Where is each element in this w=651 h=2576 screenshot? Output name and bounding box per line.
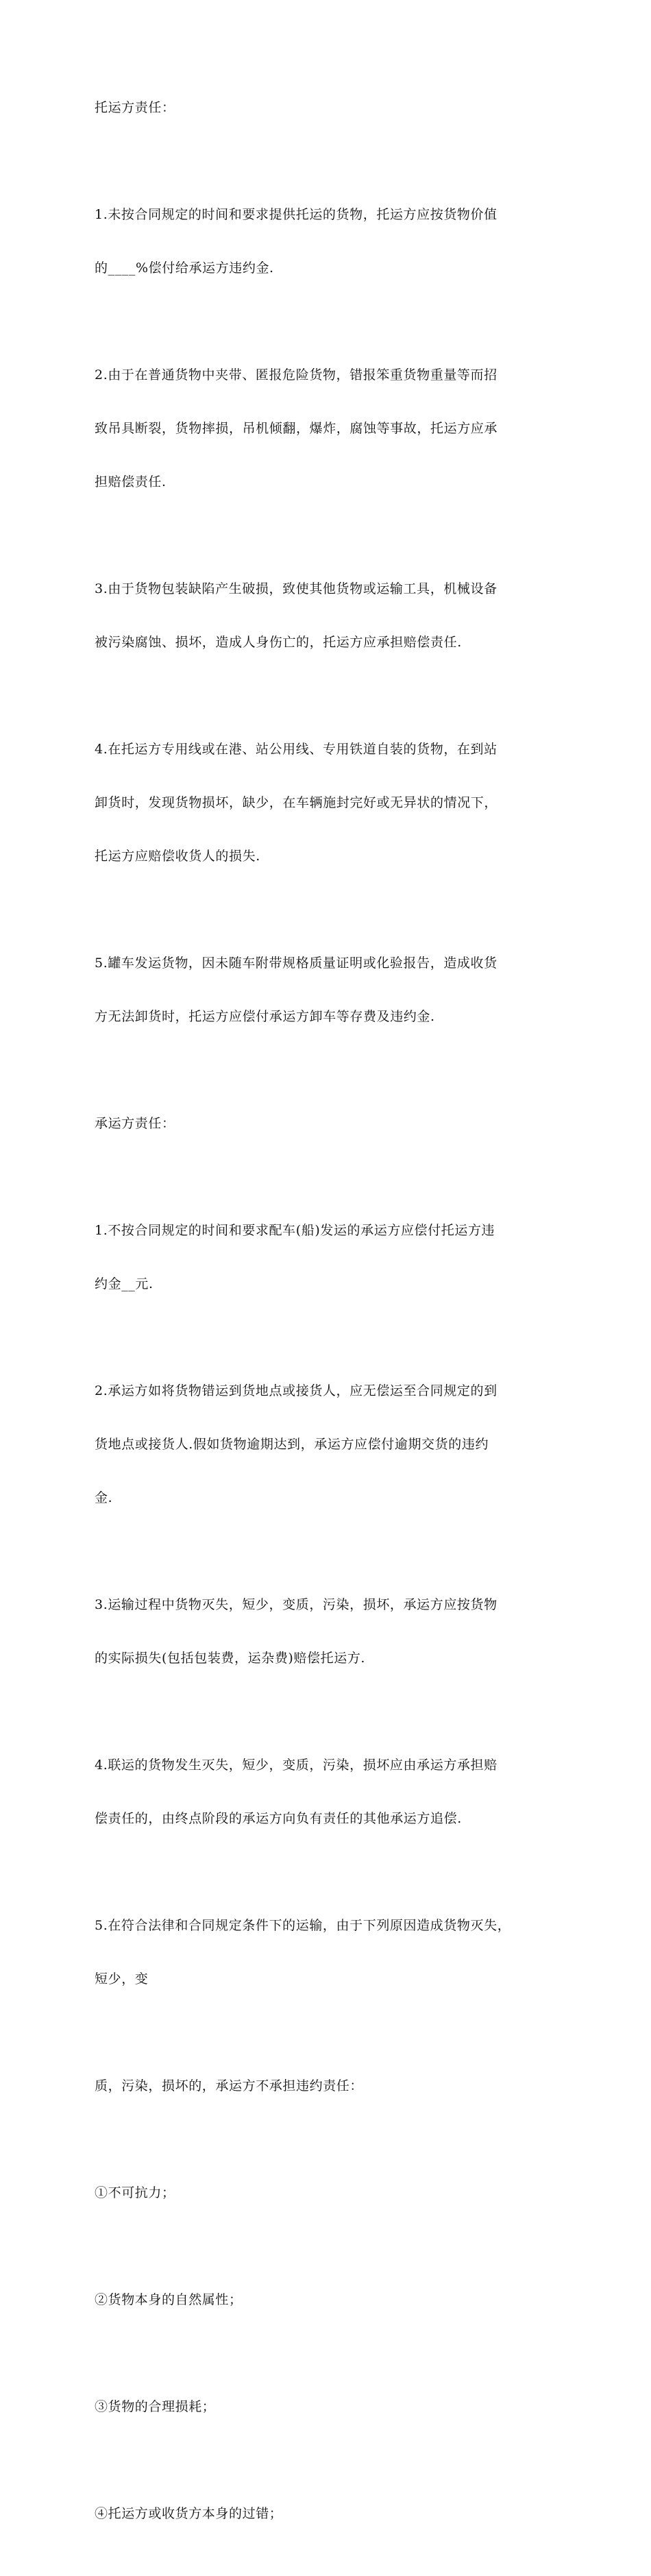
paragraph-carrier-4 [95,1721,567,1863]
text-line: 卸货时，发现货物损坏，缺少，在车辆施封完好或无异状的情况下， [95,795,498,810]
text-line: 金. [95,1490,113,1505]
text-line: 5.在符合法律和合同规定条件下的运输，由于下列原因造成货物灭失， [95,1918,511,1933]
text-line: ③货物的合理损耗； [95,2399,216,2414]
text-line: 担赔偿责任. [95,474,167,489]
text-line: 1.未按合同规定的时间和要求提供托运的货物，托运方应按货物价值 [95,207,498,222]
list-item-own-fault [95,2469,567,2558]
text-line: 托运方责任： [95,100,175,115]
text-line: 3.由于货物包装缺陷产生破损，致使其他货物或运输工具，机械设备 [95,581,498,596]
paragraph-shipper-5 [95,919,567,1061]
text-line: 被污染腐蚀、损坏，造成人身伤亡的，托运方应承担赔偿责任. [95,635,462,650]
paragraph-carrier-2 [95,1346,567,1542]
text-line: 的实际损失(包括包装费，运杂费)赔偿托运方. [95,1651,366,1666]
text-line: 4.联运的货物发生灭失，短少，变质，污染，损坏应由承运方承担赔 [95,1758,498,1773]
text-line: ②货物本身的自然属性； [95,2292,243,2307]
section-heading-carrier [95,1079,567,1168]
section-heading-shipper [95,63,567,152]
text-line: 5.罐车发运货物，因未随车附带规格质量证明或化验报告，造成收货 [95,956,498,971]
text-line: 3.运输过程中货物灭失，短少，变质，污染，损坏，承运方应按货物 [95,1597,498,1612]
text-line: 4.在托运方专用线或在港、站公用线、专用铁道自装的货物，在到站 [95,742,498,757]
text-line: 承运方责任： [95,1116,175,1131]
text-line: 2.由于在普通货物中夹带、匿报危险货物，错报笨重货物重量等而招 [95,367,498,382]
text-line: 的____%偿付给承运方违约金. [95,260,274,276]
paragraph-shipper-2 [95,330,567,526]
text-line: 托运方应赔偿收货人的损失. [95,849,260,864]
document-body [95,63,567,2576]
text-line: 货地点或接货人.假如货物逾期达到，承运方应偿付逾期交货的违约 [95,1437,489,1452]
text-line: 致吊具断裂，货物摔损，吊机倾翻，爆炸，腐蚀等事故，托运方应承 [95,421,498,436]
text-line: 方无法卸货时，托运方应偿付承运方卸车等存费及违约金. [95,1009,435,1024]
text-line: 2.承运方如将货物错运到货地点或接货人，应无偿运至合同规定的到 [95,1383,498,1398]
text-line: ①不可抗力； [95,2185,175,2200]
paragraph-carrier-5 [95,1881,567,2024]
text-line: 短少，变 [95,1971,149,1986]
paragraph-shipper-3 [95,544,567,687]
paragraph-carrier-1 [95,1186,567,1328]
list-item-natural-property [95,2255,567,2344]
paragraph-carrier-3 [95,1560,567,1703]
text-line: 1.不按合同规定的时间和要求配车(船)发运的承运方应偿付托运方违 [95,1223,495,1238]
text-line: 偿责任的，由终点阶段的承运方向负有责任的其他承运方追偿. [95,1811,462,1826]
text-line: 约金__元. [95,1276,153,1291]
paragraph-shipper-4 [95,705,567,901]
list-item-force-majeure [95,2148,567,2237]
paragraph-carrier-5-cont [95,2041,567,2130]
list-item-reasonable-loss [95,2362,567,2451]
text-line: ④托运方或收货方本身的过错； [95,2506,283,2521]
paragraph-shipper-1 [95,170,567,313]
text-line: 质，污染，损坏的，承运方不承担违约责任： [95,2078,364,2093]
